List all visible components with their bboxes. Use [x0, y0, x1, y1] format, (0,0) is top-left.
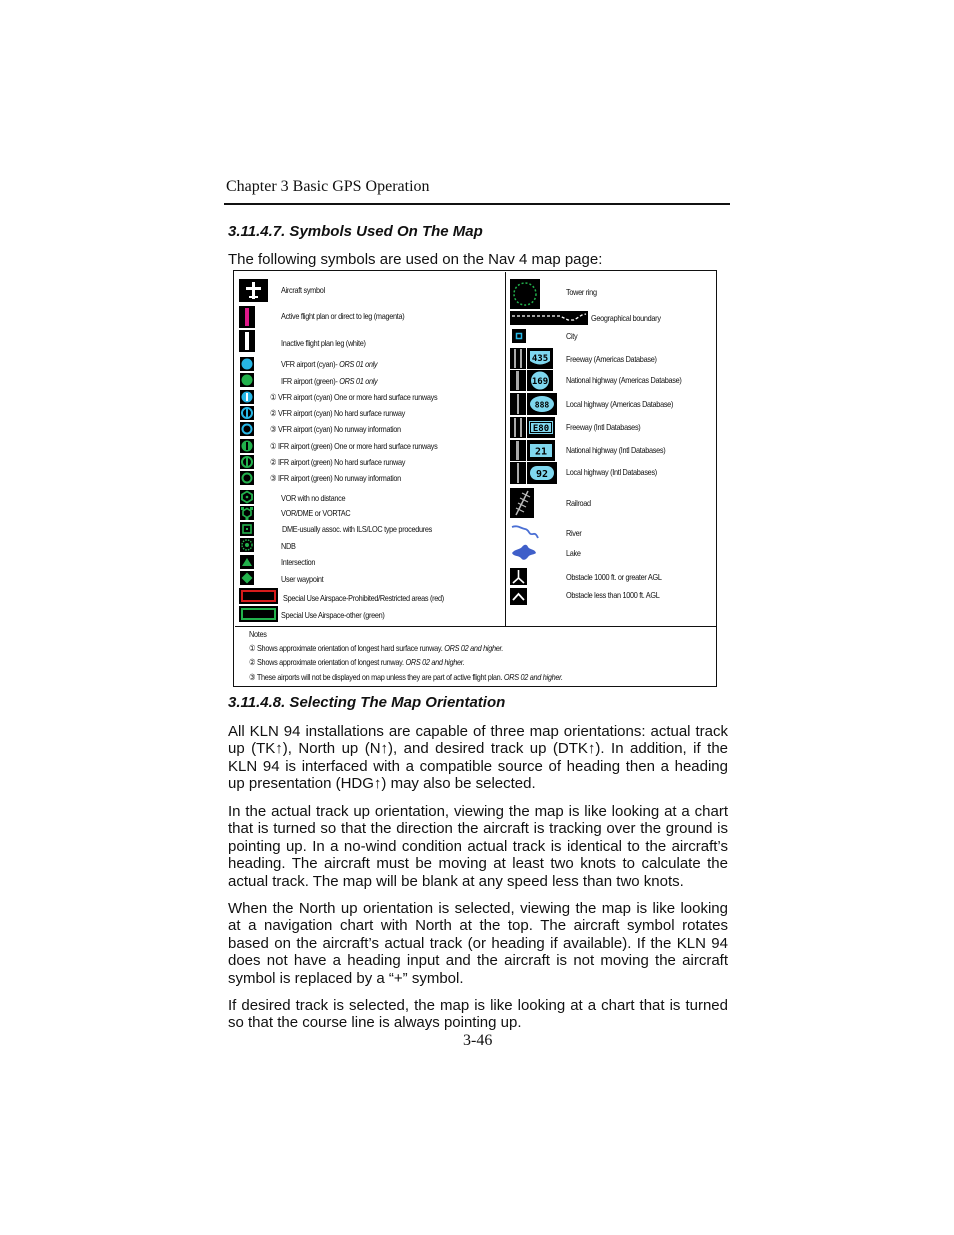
paragraph: If desired track is selected, the map is like looking at a chart that is turned so that the course line is always pointing up.: [228, 997, 728, 1032]
obstacle-low-icon: [510, 588, 527, 605]
legend-label-vfr-hard: ① VFR airport (cyan) One or more hard surface runways: [270, 392, 438, 402]
legend-label-vor-dme: VOR/DME or VORTAC: [281, 508, 351, 518]
sua-restricted-icon: [239, 588, 278, 604]
paragraph: All KLN 94 installations are capable of three map orientations: actual track up (TK↑), North up (N↑), and desired track up (DTK↑). In addition, if the KLN 94 is interfaced with a compatible source of heading then a heading up presentation (HDG↑) may also be selected.: [228, 723, 728, 793]
freeway-intl-shield-icon: [527, 417, 555, 438]
legend-label-lake: Lake: [566, 548, 581, 558]
legend-label-intersection: Intersection: [281, 557, 316, 567]
page-number: 3-46: [463, 1032, 493, 1049]
lake-icon: [510, 541, 538, 563]
legend-label-active-leg: Active flight plan or direct to leg (magenta): [281, 311, 405, 321]
legend-label-ifr-airport: IFR airport (green)- ORS 01 only: [281, 376, 378, 386]
ifr-airport-icon: [240, 373, 254, 387]
note-item: ② Shows approximate orientation of longest runway. ORS 02 and higher.: [249, 657, 465, 667]
legend-label-ifr-hard: ① IFR airport (green) One or more hard surface runways: [270, 441, 438, 451]
intersection-icon: [240, 555, 254, 569]
user-waypoint-icon: [240, 571, 254, 585]
local-americas-shield-icon: [527, 393, 557, 415]
river-icon: [510, 522, 540, 542]
tower-ring-icon: [510, 279, 540, 309]
legend-label-ifr-noinfo: ③ IFR airport (green) No runway information: [270, 473, 401, 483]
legend-label-sua-other: Special Use Airspace-other (green): [281, 610, 385, 620]
city-icon: [512, 329, 526, 343]
legend-label-vor: VOR with no distance: [281, 493, 346, 503]
legend-label-sua-restricted: Special Use Airspace-Prohibited/Restricted areas (red): [283, 593, 444, 603]
legend-label-local-intl: Local highway (Intl Databases): [566, 467, 657, 477]
legend-label-user-waypoint: User waypoint: [281, 574, 324, 584]
legend-label-inactive-leg: Inactive flight plan leg (white): [281, 338, 366, 348]
note-item: ① Shows approximate orientation of longest hard surface runway. ORS 02 and higher.: [249, 643, 504, 653]
svg-text:435: 435: [531, 354, 549, 364]
freeway-intl-road-icon: [510, 417, 526, 438]
dme-icon: [240, 522, 254, 536]
vfr-airport-icon: [240, 357, 254, 371]
legend-label-railroad: Railroad: [566, 498, 591, 508]
sua-other-icon: [239, 606, 278, 622]
active-leg-icon: [239, 306, 255, 328]
legend-label-vfr-noinfo: ③ VFR airport (cyan) No runway information: [270, 424, 401, 434]
local-intl-shield-icon: [527, 462, 557, 484]
aircraft-symbol-icon: [239, 279, 268, 302]
legend-label-tower-ring: Tower ring: [566, 287, 597, 297]
legend-label-freeway-americas: Freeway (Americas Database): [566, 354, 657, 364]
legend-label-vfr-soft: ② VFR airport (cyan) No hard surface runway: [270, 408, 405, 418]
vfr-airport-hard-runway-icon: [240, 390, 254, 404]
local-highway-road-icon: [510, 393, 526, 415]
legend-label-aircraft: Aircraft symbol: [281, 285, 325, 295]
legend-label-national-intl: National highway (Intl Databases): [566, 445, 666, 455]
svg-text:888: 888: [534, 400, 550, 410]
paragraph: When the North up orientation is selected, viewing the map is like looking at a navigation chart with North at the top. The aircraft symbol rotates based on the aircraft’s actual track (or heading if available). If the KLN 94 does not have a heading input and the aircraft is not moving the aircraft symbol is replaced by a “+” symbol.: [228, 900, 728, 987]
national-intl-road-icon: [510, 440, 526, 461]
vfr-airport-no-info-icon: [240, 422, 254, 436]
header-rule: [224, 203, 730, 205]
vor-dme-icon: [240, 506, 254, 520]
local-intl-road-icon: [510, 462, 526, 484]
national-highway-road-icon: [510, 370, 526, 391]
svg-text:21: 21: [534, 446, 548, 458]
vfr-airport-soft-runway-icon: [240, 406, 254, 420]
note-item: ③ These airports will not be displayed on map unless they are part of active flight plan. ORS 02 and higher.: [249, 672, 563, 682]
chapter-header: Chapter 3 Basic GPS Operation: [226, 178, 430, 195]
svg-text:92: 92: [535, 469, 549, 480]
ifr-airport-no-info-icon: [240, 471, 254, 485]
inactive-leg-icon: [239, 330, 255, 352]
legend-label-local-americas: Local highway (Americas Database): [566, 399, 674, 409]
ifr-airport-hard-runway-icon: [240, 439, 254, 453]
paragraph: In the actual track up orientation, viewing the map is like looking at a chart that is turned so that the direction the aircraft is tracking over the ground is pointing up. In a no-wind condition actual track is identical to the aircraft’s heading. The aircraft must be moving at least two knots to calculate the actual track. The map will be blank at any speed less than two knots.: [228, 803, 728, 890]
svg-text:E80: E80: [532, 424, 550, 434]
geographical-boundary-icon: [510, 311, 588, 325]
legend-label-obstacle-high: Obstacle 1000 ft. or greater AGL: [566, 572, 662, 582]
legend-notes-divider: [235, 626, 716, 627]
legend-label-dme: DME-usually assoc. with ILS/LOC type procedures: [282, 524, 432, 534]
legend-label-obstacle-low: Obstacle less than 1000 ft. AGL: [566, 590, 660, 600]
legend-column-divider: [505, 272, 506, 627]
freeway-road-icon: [510, 348, 526, 369]
legend-label-freeway-intl: Freeway (Intl Databases): [566, 422, 641, 432]
svg-text:169: 169: [531, 377, 549, 387]
railroad-icon: [510, 488, 534, 518]
legend-label-ndb: NDB: [281, 541, 296, 551]
national-intl-shield-icon: [527, 440, 555, 461]
legend-label-ifr-soft: ② IFR airport (green) No hard surface runway: [270, 457, 406, 467]
national-americas-shield-icon: [527, 370, 553, 391]
legend-label-national-americas: National highway (Americas Database): [566, 375, 682, 385]
freeway-americas-shield-icon: [527, 348, 553, 369]
vor-icon: [240, 490, 254, 504]
notes-title: Notes: [249, 629, 267, 639]
intro-text: The following symbols are used on the Nav 4 map page:: [228, 251, 603, 268]
legend-label-city: City: [566, 331, 578, 341]
ndb-icon: [240, 538, 254, 552]
legend-label-geo-boundary: Geographical boundary: [591, 313, 661, 323]
section-heading-symbols: 3.11.4.7. Symbols Used On The Map: [228, 223, 483, 240]
legend-label-vfr-airport: VFR airport (cyan)- ORS 01 only: [281, 359, 378, 369]
ifr-airport-soft-runway-icon: [240, 455, 254, 469]
section-heading-orientation: 3.11.4.8. Selecting The Map Orientation: [228, 694, 506, 711]
legend-label-river: River: [566, 528, 582, 538]
obstacle-high-icon: [510, 568, 527, 585]
